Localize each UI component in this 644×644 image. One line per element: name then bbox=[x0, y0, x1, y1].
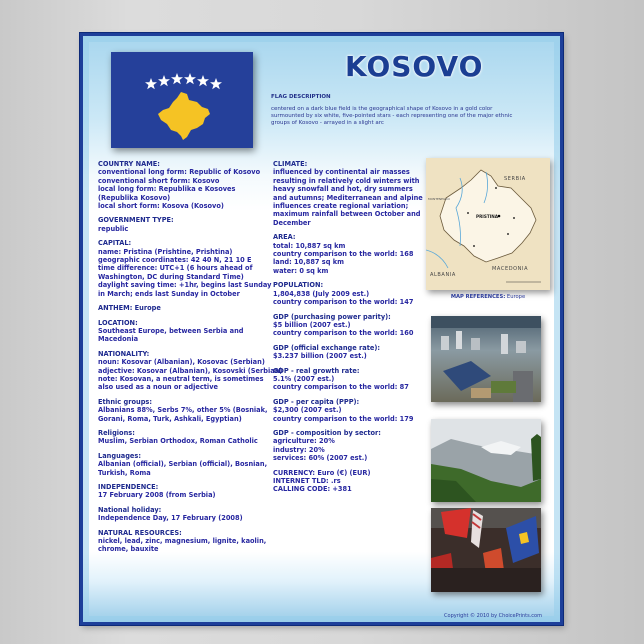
fact-line: December bbox=[273, 218, 311, 227]
fact-line: in March; ends last Sunday in October bbox=[98, 289, 240, 298]
fact-heading: NATIONALITY: bbox=[98, 349, 150, 358]
fact-line: Southeast Europe, between Serbia and Macedonia bbox=[98, 326, 244, 344]
fact-line: heavy snowfall and hot, dry summers bbox=[273, 185, 413, 194]
fact-section bbox=[273, 281, 423, 306]
fact-line: influences create regional variation; bbox=[273, 202, 409, 211]
flag-description-text: centered on a dark blue field is the geographical shape of Kosovo in a gold color surmounted by six white, five-pointed stars - each representing one of the major ethnic groups of Kosovo - arrayed in a slight arc bbox=[271, 106, 513, 127]
fact-line: conventional short form: Kosovo bbox=[98, 176, 220, 185]
fact-line: Albanians 88%, Serbs 7%, other 5% (Bosniak, bbox=[98, 406, 268, 415]
country-poster bbox=[80, 33, 563, 625]
fact-section bbox=[98, 216, 283, 233]
fact-line: INTERNET TLD: .rs bbox=[273, 477, 341, 485]
crowd-with-flags-photo bbox=[431, 508, 541, 592]
fact-line: $2,300 (2007 est.) bbox=[273, 406, 342, 415]
fact-line: industry: 20% bbox=[273, 445, 325, 454]
fact-heading: COUNTRY NAME: bbox=[98, 160, 160, 168]
fact-section bbox=[273, 160, 423, 227]
fact-line: Turkish, Roma bbox=[98, 468, 151, 477]
fact-line: Albanian (official), Serbian (official), Bosnian, bbox=[98, 460, 268, 469]
fact-section bbox=[273, 233, 423, 275]
fact-line: total: 10,887 sq km bbox=[273, 241, 346, 250]
svg-text:SERBIA: SERBIA bbox=[504, 176, 526, 182]
fact-line: Independence Day, 17 February (2008) bbox=[98, 514, 243, 523]
fact-section bbox=[98, 160, 283, 210]
fact-line: water: 0 sq km bbox=[273, 266, 329, 275]
fact-heading: GDP - per capita (PPP): bbox=[273, 397, 360, 406]
fact-line: services: 60% (2007 est.) bbox=[273, 454, 368, 463]
fact-section bbox=[273, 398, 423, 423]
fact-line: country comparison to the world: 147 bbox=[273, 298, 414, 307]
fact-heading: CAPITAL: bbox=[98, 239, 132, 248]
mountain-landscape-photo bbox=[431, 419, 541, 502]
fact-line: land: 10,887 sq km bbox=[273, 258, 344, 267]
fact-section bbox=[98, 304, 283, 312]
fact-line: $5 billion (2007 est.) bbox=[273, 320, 351, 329]
fact-heading: POPULATION: bbox=[273, 281, 324, 290]
fact-line: adjective: Kosovar (Albanian), Kosovski (Serbian) bbox=[98, 366, 283, 375]
fact-line: Washington, DC during Standard Time) bbox=[98, 272, 244, 281]
fact-heading: Religions: bbox=[98, 428, 135, 437]
fact-line: also used as a noun or adjective bbox=[98, 383, 218, 392]
fact-section bbox=[98, 506, 283, 523]
fact-line: noun: Kosovar (Albanian), Kosovac (Serbian) bbox=[98, 358, 265, 367]
fact-heading: GDP - real growth rate: bbox=[273, 366, 360, 375]
fact-line: Muslim, Serbian Orthodox, Roman Catholic bbox=[98, 437, 258, 446]
fact-line: CURRENCY: Euro (€) (EUR) bbox=[273, 468, 371, 477]
fact-heading: AREA: bbox=[273, 233, 296, 242]
copyright-text: Copyright © 2010 by ChoicePrints.com bbox=[444, 613, 542, 619]
fact-section bbox=[98, 398, 283, 423]
fact-line: time difference: UTC+1 (6 hours ahead of bbox=[98, 264, 253, 273]
fact-line: daylight saving time: +1hr, begins last Sunday bbox=[98, 281, 272, 290]
fact-line: maximum rainfall between October and bbox=[273, 210, 421, 219]
fact-line: agriculture: 20% bbox=[273, 437, 335, 446]
fact-heading: CLIMATE: bbox=[273, 160, 308, 168]
flag-description-heading: FLAG DESCRIPTION bbox=[271, 94, 331, 100]
fact-line: 1,804,838 (July 2009 est.) bbox=[273, 289, 370, 298]
svg-text:PRISTINA: PRISTINA bbox=[476, 214, 499, 219]
flag-graphic bbox=[111, 52, 253, 148]
fact-section bbox=[273, 367, 423, 392]
fact-section bbox=[273, 469, 423, 494]
fact-section bbox=[98, 239, 283, 298]
fact-section bbox=[98, 452, 283, 477]
fact-line: country comparison to the world: 179 bbox=[273, 414, 414, 423]
fact-heading: GOVERNMENT TYPE: bbox=[98, 216, 174, 225]
fact-line: CALLING CODE: +381 bbox=[273, 485, 352, 494]
fact-section bbox=[98, 350, 283, 392]
fact-line: 5.1% (2007 est.) bbox=[273, 374, 335, 383]
fact-section bbox=[98, 483, 283, 500]
fact-heading: GDP (official exchange rate): bbox=[273, 343, 381, 352]
kosovo-map-image bbox=[426, 158, 550, 290]
fact-line: country comparison to the world: 87 bbox=[273, 383, 409, 392]
fact-heading: LOCATION: bbox=[98, 318, 138, 327]
fact-section bbox=[98, 529, 283, 554]
fact-heading: NATURAL RESOURCES: bbox=[98, 528, 182, 537]
fact-heading: ANTHEM: Europe bbox=[98, 304, 161, 313]
fact-section bbox=[273, 313, 423, 338]
fact-line: conventional long form: Republic of Kosovo bbox=[98, 168, 261, 177]
fact-line: nickel, lead, zinc, magnesium, lignite, kaolin, bbox=[98, 537, 267, 546]
fact-section bbox=[98, 429, 283, 446]
fact-line: $3.237 billion (2007 est.) bbox=[273, 352, 367, 361]
middle-facts-column bbox=[273, 160, 423, 500]
kosovo-flag-image bbox=[111, 52, 253, 148]
map-graphic bbox=[426, 158, 550, 290]
fact-heading: INDEPENDENCE: bbox=[98, 483, 159, 491]
fact-heading: GDP - composition by sector: bbox=[273, 428, 381, 437]
svg-text:MACEDONIA: MACEDONIA bbox=[492, 266, 529, 272]
fact-line: local short form: Kosova (Kosovo) bbox=[98, 202, 224, 211]
fact-section bbox=[273, 344, 423, 361]
fact-line: 17 February 2008 (from Serbia) bbox=[98, 491, 216, 500]
map-references-caption: MAP REFERENCES: Europe bbox=[450, 294, 526, 300]
fact-heading: Languages: bbox=[98, 451, 141, 460]
fact-heading: Ethnic groups: bbox=[98, 397, 152, 406]
city-aerial-photo bbox=[431, 316, 541, 402]
fact-line: republic bbox=[98, 224, 129, 233]
fact-line: and autumns; Mediterranean and alpine bbox=[273, 193, 423, 202]
fact-heading: GDP (purchasing power parity): bbox=[273, 312, 391, 321]
fact-line: name: Pristina (Prishtine, Prishtina) bbox=[98, 247, 233, 256]
left-facts-column bbox=[98, 160, 283, 560]
fact-line: country comparison to the world: 168 bbox=[273, 250, 414, 259]
page-title: KOSOVO bbox=[345, 50, 484, 83]
fact-section bbox=[273, 429, 423, 463]
svg-text:MONTENEGRO: MONTENEGRO bbox=[428, 197, 450, 201]
fact-line: chrome, bauxite bbox=[98, 545, 159, 554]
fact-line: geographic coordinates: 42 40 N, 21 10 E bbox=[98, 256, 252, 265]
svg-text:ALBANIA: ALBANIA bbox=[430, 272, 456, 278]
fact-line: note: Kosovan, a neutral term, is sometimes bbox=[98, 374, 264, 383]
fact-heading: National holiday: bbox=[98, 505, 162, 514]
fact-line: influenced by continental air masses bbox=[273, 168, 410, 177]
fact-section bbox=[98, 319, 283, 344]
fact-line: resulting in relatively cold winters with bbox=[273, 176, 420, 185]
fact-line: local long form: Republika e Kosoves bbox=[98, 185, 236, 194]
fact-line: country comparison to the world: 160 bbox=[273, 329, 414, 338]
fact-line: (Republika Kosovo) bbox=[98, 193, 171, 202]
fact-line: Gorani, Roma, Turk, Ashkali, Egyptian) bbox=[98, 414, 242, 423]
